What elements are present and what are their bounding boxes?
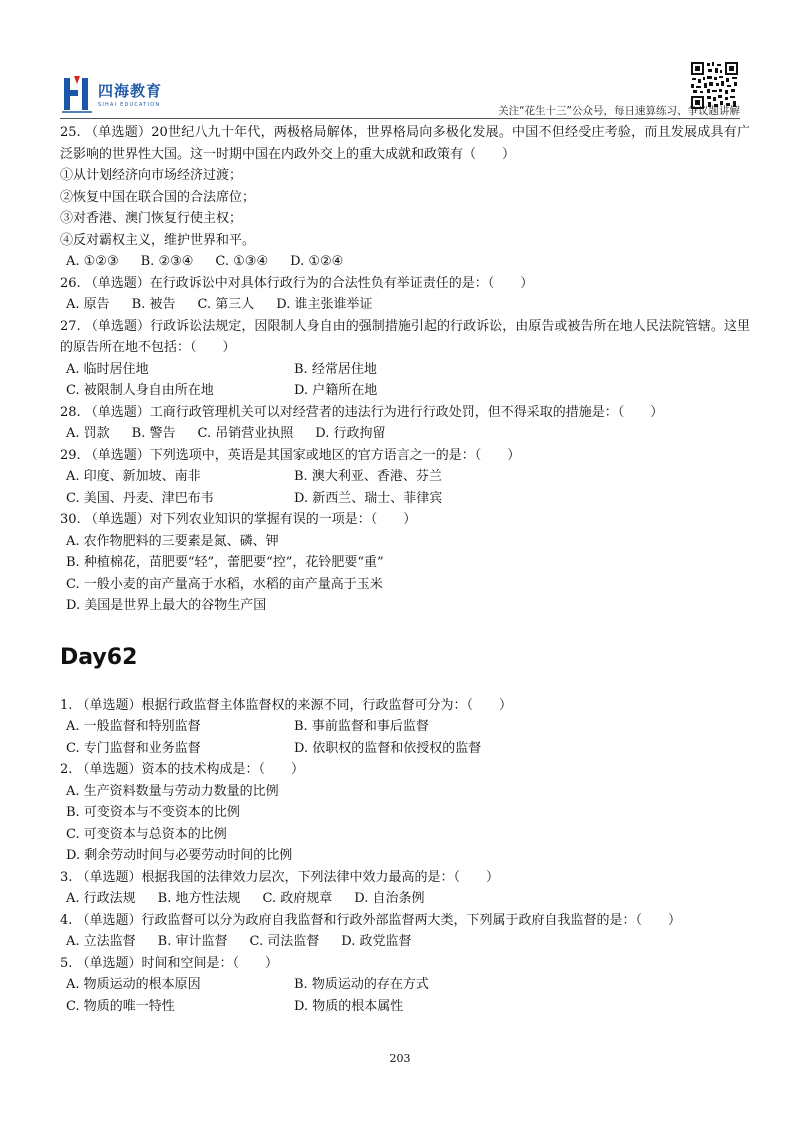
brand-logo: [60, 74, 170, 114]
option-row: [60, 251, 750, 273]
answer-option[interactable]: C. ①③④: [215, 254, 269, 269]
answer-option[interactable]: A. 农作物肥料的三要素是氮、磷、钾: [66, 533, 279, 549]
question-text: 2. （单选题）资本的技术构成是：（ ）: [60, 762, 305, 777]
answer-option[interactable]: A. 物质运动的根本原因: [66, 977, 201, 992]
logo-name-en: SIHAI EDUCATION: [98, 102, 161, 108]
answer-option[interactable]: D. 新西兰、瑞士、菲律宾: [294, 490, 443, 506]
answer-option[interactable]: B. 种植棉花，苗肥要“轻”，蕾肥要“控”，花铃肥要“重”: [66, 555, 384, 570]
question-text: 4. （单选题）行政监督可以分为政府自我监督和行政外部监督两大类，下列属于政府自我监督的是：（ ）: [60, 912, 682, 928]
question-text: 28. （单选题）工商行政管理机关可以对经营者的违法行为进行行政处罚，但不得采取的措施是：（ ）: [60, 404, 664, 420]
answer-option[interactable]: A. 立法监督: [66, 934, 136, 949]
answer-option[interactable]: B. 被告: [131, 297, 176, 312]
question-item: [60, 402, 750, 445]
question-text: 29. （单选题）下列选项中，英语是其国家或地区的官方语言之一的是：（ ）: [60, 447, 521, 463]
logo-mark-icon: [60, 74, 94, 114]
question-item: [60, 867, 750, 910]
answer-option[interactable]: B. 可变资本与不变资本的比例: [66, 805, 240, 820]
answer-option[interactable]: B. 事前监督和事后监督: [294, 719, 429, 734]
question-item: [60, 122, 750, 273]
question-text: 3. （单选题）根据我国的法律效力层次，下列法律中效力最高的是：（ ）: [60, 869, 500, 885]
question-text: 5. （单选题）时间和空间是：（ ）: [60, 955, 279, 971]
answer-option[interactable]: D. 户籍所在地: [294, 383, 378, 398]
option-row: [60, 359, 750, 381]
page-content: [60, 122, 750, 1017]
logo-name-cn: 四海教育: [98, 82, 163, 100]
question-statement: ④反对霸权主义，维护世界和平。: [60, 232, 256, 248]
answer-option[interactable]: D. 剩余劳动时间与必要劳动时间的比例: [66, 848, 293, 863]
answer-option[interactable]: A. 临时居住地: [66, 361, 149, 377]
question-item: [60, 910, 750, 953]
answer-option[interactable]: C. 司法监督: [249, 934, 320, 949]
question-item: [60, 316, 750, 402]
day-heading: Day62: [60, 644, 138, 670]
answer-option[interactable]: C. 专门监督和业务监督: [66, 740, 201, 756]
answer-option[interactable]: A. 行政法规: [66, 891, 136, 906]
option-row: [60, 488, 750, 510]
answer-option[interactable]: C. 被限制人身自由所在地: [66, 383, 214, 398]
question-text: 1. （单选题）根据行政监督主体监督权的来源不同，行政监督可分为：（ ）: [60, 697, 513, 713]
question-text: 30. （单选题）对下列农业知识的掌握有误的一项是：（ ）: [60, 512, 417, 527]
option-row: [60, 294, 750, 316]
option-row: [60, 466, 750, 488]
question-text: 25. （单选题）20世纪八九十年代，两极格局解体，世界格局向多极化发展。中国不但经受庄考验，而且发展成具有广泛影响的世界性大国。这一时期中国在内政外交上的重大成就和政策有（ ）: [60, 125, 750, 162]
answer-option[interactable]: A. 原告: [66, 297, 110, 312]
question-item: [60, 445, 750, 510]
answer-option[interactable]: D. ①②④: [290, 254, 344, 269]
question-text: 26. （单选题）在行政诉讼中对具体行政行为的合法性负有举证责任的是：（ ）: [60, 275, 534, 291]
option-row: [60, 716, 750, 738]
answer-option[interactable]: C. 政府规章: [262, 891, 333, 906]
answer-option[interactable]: D. 自治条例: [354, 891, 425, 906]
answer-option[interactable]: A. ①②③: [66, 254, 119, 269]
answer-option[interactable]: D. 谁主张谁举证: [276, 297, 373, 312]
answer-option[interactable]: D. 政党监督: [341, 934, 412, 949]
answer-option[interactable]: C. 吊销营业执照: [197, 426, 294, 441]
question-text: 27. （单选题）行政诉讼法规定，因限制人身自由的强制措施引起的行政诉讼，由原告或被告所在地人民法院管辖。这里的原告所在地不包括：（ ）: [60, 318, 750, 355]
option-row: [60, 974, 750, 996]
page-header: [0, 0, 800, 118]
page-number: 203: [389, 1052, 411, 1065]
option-row: [60, 380, 750, 402]
answer-option[interactable]: B. 经常居住地: [294, 361, 377, 377]
answer-option[interactable]: C. 物质的唯一特性: [66, 998, 175, 1014]
header-slogan: 关注“花生十三”公众号，每日速算练习、争议题讲解: [498, 105, 740, 117]
option-row: [60, 423, 750, 445]
answer-option[interactable]: D. 行政拘留: [315, 426, 386, 441]
question-statement: ②恢复中国在联合国的合法席位；: [60, 189, 256, 205]
answer-option[interactable]: B. ②③④: [140, 254, 194, 269]
question-section: [60, 695, 750, 1018]
question-statement: ③对香港、澳门恢复行使主权；: [60, 211, 243, 226]
answer-option[interactable]: A. 印度、新加坡、南非: [66, 469, 201, 484]
answer-option[interactable]: C. 一般小麦的亩产量高于水稻，水稻的亩产量高于玉米: [66, 576, 383, 592]
option-row: [60, 996, 750, 1018]
answer-option[interactable]: B. 地方性法规: [157, 891, 241, 906]
question-item: [60, 759, 750, 867]
answer-option[interactable]: B. 物质运动的存在方式: [294, 977, 429, 992]
answer-option[interactable]: C. 可变资本与总资本的比例: [66, 826, 227, 842]
question-section: [60, 122, 750, 617]
answer-option[interactable]: D. 物质的根本属性: [294, 998, 404, 1014]
question-item: [60, 273, 750, 316]
answer-option[interactable]: A. 一般监督和特别监督: [66, 719, 201, 734]
answer-option[interactable]: D. 依职权的监督和依授权的监督: [294, 740, 482, 756]
answer-option[interactable]: B. 审计监督: [157, 934, 228, 949]
question-statement: ①从计划经济向市场经济过渡；: [60, 168, 243, 183]
answer-option[interactable]: C. 美国、丹麦、津巴布韦: [66, 490, 214, 506]
question-item: [60, 953, 750, 1018]
header-divider: [60, 118, 740, 119]
answer-option[interactable]: A. 生产资料数量与劳动力数量的比例: [66, 783, 279, 799]
option-row: [60, 738, 750, 760]
option-row: [60, 888, 750, 910]
option-row: [60, 931, 750, 953]
question-item: [60, 695, 750, 760]
question-item: [60, 509, 750, 617]
answer-option[interactable]: B. 澳大利亚、香港、芬兰: [294, 469, 442, 484]
answer-option[interactable]: C. 第三人: [197, 297, 255, 312]
answer-option[interactable]: A. 罚款: [66, 426, 110, 441]
answer-option[interactable]: D. 美国是世界上最大的谷物生产国: [66, 598, 267, 613]
answer-option[interactable]: B. 警告: [131, 426, 176, 441]
